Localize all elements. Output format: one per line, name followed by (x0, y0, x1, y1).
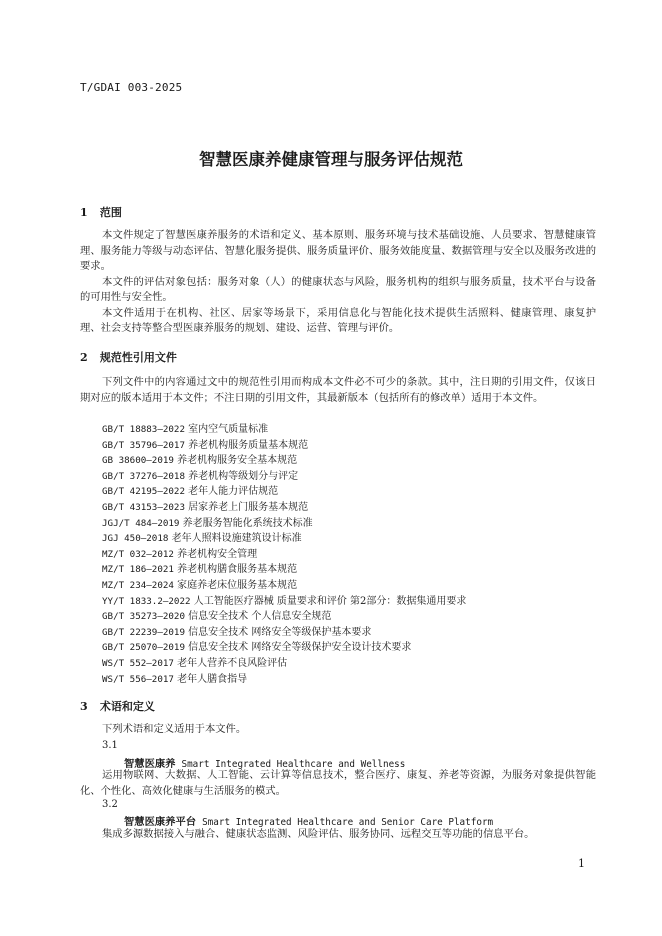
reference-item (102, 562, 297, 578)
reference-item (102, 547, 257, 563)
reference-item (102, 516, 313, 532)
paragraph: 集成多源数据接入与融合、健康状态监测、风险评估、服务协同、远程交互等功能的信息平台。 (102, 828, 535, 840)
standard-number: T/GDAI 003-2025 (80, 81, 183, 94)
reference-code: GB/T 35796—2017 (102, 439, 185, 451)
reference-code: GB/T 25070—2019 (102, 642, 185, 654)
paragraph: 本文件适用于在机构、社区、居家等场景下，采用信息化与智能化技术提供生活照料、健康管理、康复护理、社会支持等整合型医康养服务的规划、建设、运营、管理与评价。 (80, 306, 596, 334)
section-title: 规范性引用文件 (99, 351, 177, 364)
reference-title: 室内空气质量标准 (188, 424, 269, 435)
section-heading-terms (80, 698, 155, 714)
reference-item (102, 453, 297, 469)
reference-item (102, 469, 298, 485)
paragraph: 下列术语和定义适用于本文件。 (102, 723, 247, 735)
reference-item (102, 578, 297, 594)
reference-code: GB/T 43153—2023 (102, 502, 185, 513)
reference-title: 养老机构服务质量基本规范 (188, 439, 309, 451)
reference-code: JGJ 450—2018 (102, 533, 169, 545)
term-chinese: 智慧医康养 (124, 758, 176, 770)
document-title: 智慧医康养健康管理与服务评估规范 (199, 150, 463, 169)
section-number: 1 (80, 206, 88, 219)
reference-title: 老年人营养不良风险评估 (177, 658, 288, 669)
reference-code: YY/T 1833.2—2022 (102, 595, 191, 607)
term-definition (80, 827, 596, 843)
reference-title: 信息安全技术 网络安全等级保护基本要求 (188, 626, 372, 638)
term-number: 3.1 (102, 740, 118, 751)
reference-title: 养老机构等级划分与评定 (188, 470, 299, 482)
reference-item (102, 484, 278, 500)
references-intro (80, 375, 596, 406)
reference-code: MZ/T 234—2024 (102, 580, 174, 591)
term-number: 3.2 (102, 799, 118, 810)
reference-item (102, 625, 371, 641)
reference-code: WS/T 552—2017 (102, 658, 174, 669)
reference-item (102, 640, 411, 656)
scope-body (80, 228, 596, 337)
reference-code: GB/T 42195—2022 (102, 486, 185, 498)
reference-code: MZ/T 186—2021 (102, 564, 174, 576)
reference-title: 信息安全技术 个人信息安全规范 (188, 611, 332, 623)
reference-item (102, 594, 466, 610)
term-chinese: 智慧医康养平台 (124, 816, 197, 828)
reference-item (102, 422, 268, 438)
reference-code: GB/T 22239—2019 (102, 626, 185, 638)
reference-title: 养老机构膳食服务基本规范 (177, 564, 298, 576)
reference-title: 养老服务智能化系统技术标准 (182, 517, 313, 529)
reference-title: 老年人膳食指导 (177, 673, 248, 685)
section-title: 范围 (99, 206, 122, 219)
reference-code: WS/T 556—2017 (102, 673, 174, 685)
reference-item (102, 500, 308, 516)
reference-item (102, 609, 331, 625)
reference-code: GB/T 35273—2020 (102, 611, 185, 623)
reference-item (102, 438, 308, 454)
reference-title: 养老机构安全管理 (177, 548, 258, 560)
section-number: 2 (80, 351, 88, 364)
reference-title: 家庭养老床位服务基本规范 (177, 580, 298, 591)
reference-item (102, 531, 302, 547)
reference-title: 养老机构服务安全基本规范 (177, 455, 298, 467)
reference-title: 人工智能医疗器械 质量要求和评价 第2部分：数据集通用要求 (193, 595, 467, 607)
reference-code: MZ/T 032—2012 (102, 548, 174, 560)
term-name (124, 813, 493, 828)
reference-code: GB/T 37276—2018 (102, 470, 185, 482)
section-number: 3 (80, 700, 88, 713)
paragraph: 运用物联网、大数据、人工智能、云计算等信息技术，整合医疗、康复、养老等资源，为服务对象提供智能化、个性化、高效化健康与生活服务的模式。 (80, 769, 596, 797)
reference-title: 信息安全技术 网络安全等级保护安全设计技术要求 (188, 642, 412, 654)
reference-code: JGJ/T 484—2019 (102, 517, 180, 529)
term-definition (80, 768, 596, 799)
reference-title: 居家养老上门服务基本规范 (188, 502, 309, 513)
section-heading-normative-references (80, 349, 177, 365)
page-number: 1 (578, 857, 585, 870)
reference-code: GB 38600—2019 (102, 455, 174, 467)
paragraph: 下列文件中的内容通过文中的规范性引用而构成本文件必不可少的条款。其中，注日期的引用文件，仅该日期对应的版本适用于本文件；不注日期的引用文件，其最新版本（包括所有的修改单）适用于本文件。 (80, 376, 596, 404)
paragraph: 本文件的评估对象包括：服务对象（人）的健康状态与风险，服务机构的组织与服务质量，技术平台与设备的可用性与安全性。 (80, 275, 596, 303)
term-english: Smart Integrated Healthcare and Senior Care Platform (202, 817, 494, 828)
term-english: Smart Integrated Healthcare and Wellness (181, 759, 406, 770)
reference-item (102, 672, 247, 688)
reference-code: GB/T 18883—2022 (102, 424, 185, 435)
section-title: 术语和定义 (99, 700, 155, 713)
reference-title: 老年人能力评估规范 (188, 486, 279, 498)
reference-item (102, 656, 287, 672)
paragraph: 本文件规定了智慧医康养服务的术语和定义、基本原则、服务环境与技术基础设施、人员要求、智慧健康管理、服务能力等级与动态评估、智慧化服务提供、服务质量评价、服务效能度量、数据管理与安全以及服务改进的要求。 (80, 229, 596, 272)
section-heading-scope (80, 204, 122, 220)
terms-intro (80, 722, 596, 738)
reference-title: 老年人照料设施建筑设计标准 (171, 533, 302, 545)
